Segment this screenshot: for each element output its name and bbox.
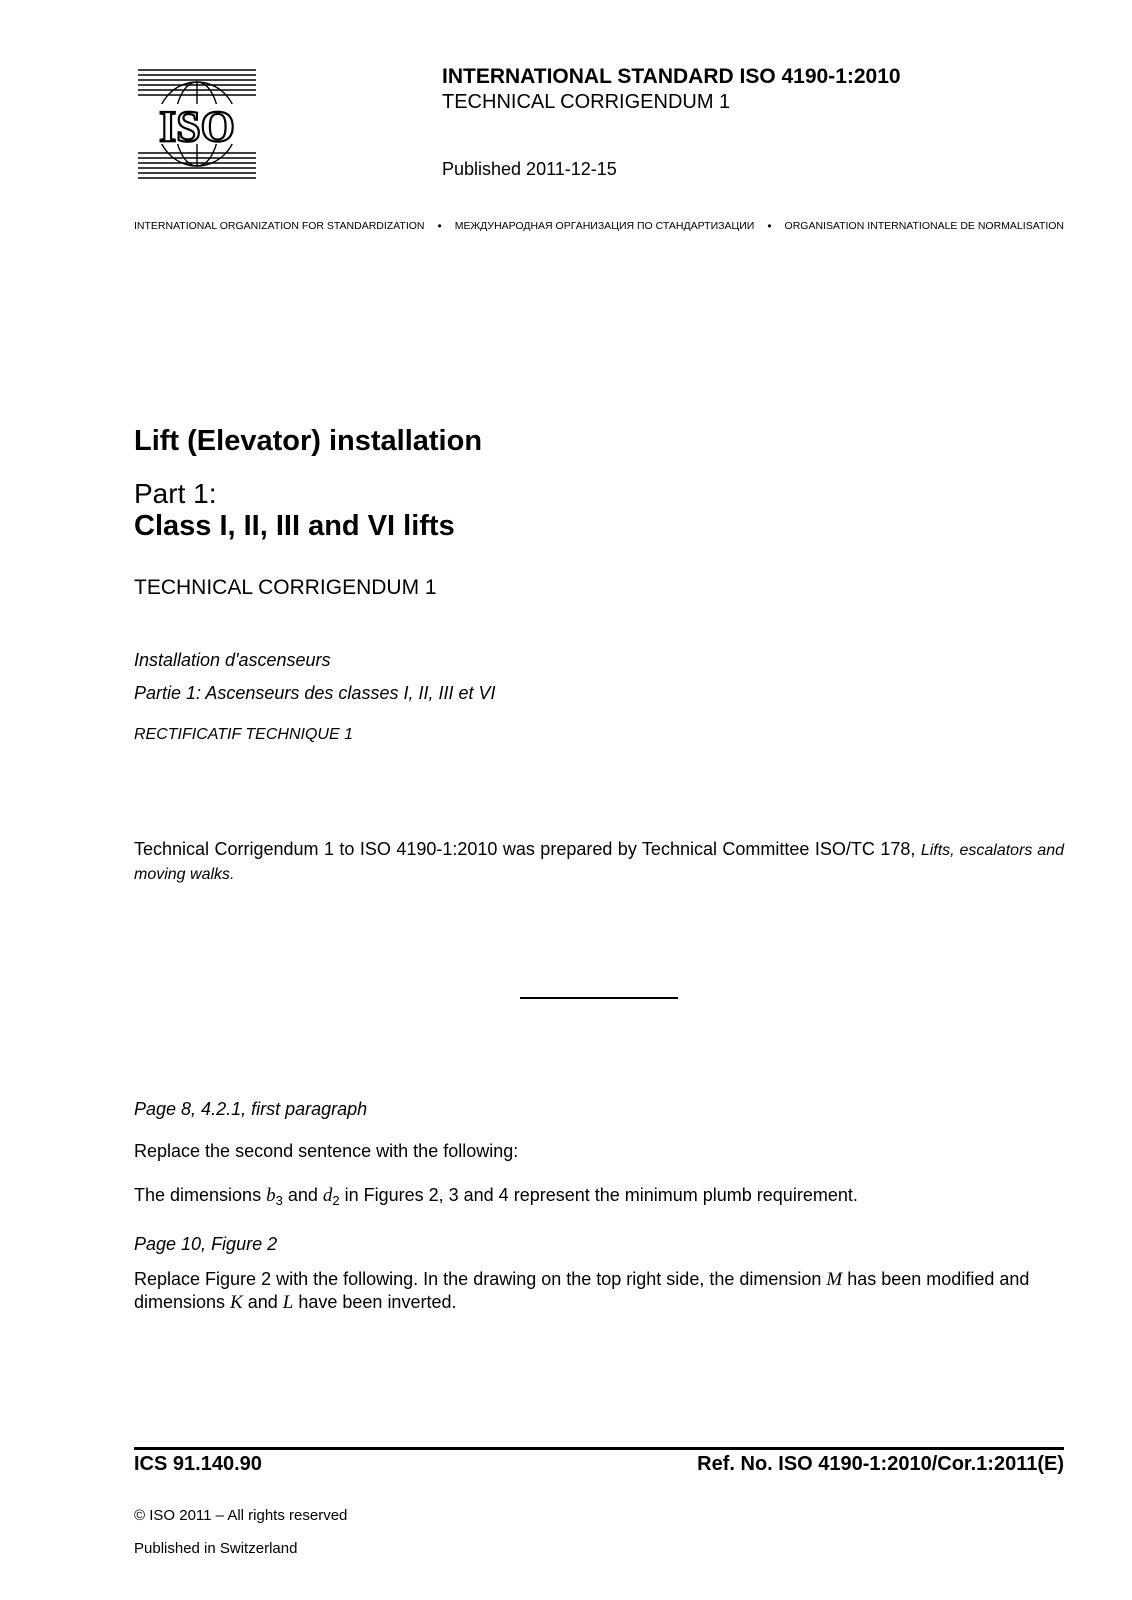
french-part-title: Partie 1: Ascenseurs des classes I, II, III et VI bbox=[134, 683, 496, 703]
var-d-subscript: 2 bbox=[332, 1193, 340, 1208]
section-divider bbox=[520, 997, 678, 999]
standard-title: INTERNATIONAL STANDARD ISO 4190-1:2010 bbox=[442, 65, 901, 88]
part-title: Class I, II, III and VI lifts bbox=[134, 510, 455, 542]
org-name-en: INTERNATIONAL ORGANIZATION FOR STANDARDIZATION bbox=[134, 220, 425, 232]
item1-text-after: in Figures 2, 3 and 4 represent the minimum plumb requirement. bbox=[339, 1185, 858, 1205]
item2-reference: Page 10, Figure 2 bbox=[134, 1234, 278, 1254]
published-in: Published in Switzerland bbox=[134, 1540, 298, 1557]
published-date: Published 2011-12-15 bbox=[442, 159, 617, 179]
item1-text-before: The dimensions bbox=[134, 1185, 267, 1205]
var-b: b bbox=[266, 1185, 276, 1206]
item1-replacement-text bbox=[134, 1185, 858, 1207]
document-title: Lift (Elevator) installation bbox=[134, 425, 483, 457]
item2-text-d: have been inverted. bbox=[293, 1292, 457, 1312]
item1-instruction: Replace the second sentence with the following: bbox=[134, 1141, 519, 1161]
reference-number: Ref. No. ISO 4190-1:2010/Cor.1:2011(E) bbox=[697, 1453, 1064, 1475]
french-corrigendum: RECTIFICATIF TECHNIQUE 1 bbox=[134, 726, 353, 743]
var-d: d bbox=[322, 1185, 333, 1206]
item2-text-c: and bbox=[242, 1292, 283, 1312]
footer-rule bbox=[134, 1447, 1064, 1450]
iso-logo-text: ISO bbox=[159, 102, 235, 151]
iso-logo bbox=[138, 68, 256, 180]
standard-subtitle: TECHNICAL CORRIGENDUM 1 bbox=[442, 91, 731, 113]
var-l: L bbox=[282, 1292, 294, 1313]
var-b-subscript: 3 bbox=[275, 1193, 283, 1208]
copyright-notice: © ISO 2011 – All rights reserved bbox=[134, 1507, 348, 1524]
var-k: K bbox=[230, 1292, 243, 1313]
separator-bullet: • bbox=[767, 219, 772, 233]
item2-text-a: Replace Figure 2 with the following. In the drawing on the top right side, the dimension bbox=[134, 1269, 827, 1289]
item2-text-b: has been modified and dimensions bbox=[134, 1269, 1030, 1312]
separator-bullet: • bbox=[437, 219, 442, 233]
var-m: M bbox=[826, 1269, 843, 1290]
item1-reference: Page 8, 4.2.1, first paragraph bbox=[134, 1099, 368, 1119]
org-name-ru: МЕЖДУНАРОДНАЯ ОРГАНИЗАЦИЯ ПО СТАНДАРТИЗАЦИИ bbox=[454, 220, 755, 232]
intro-text: Technical Corrigendum 1 to ISO 4190-1:2010 was prepared by Technical Committee ISO/TC 178, bbox=[134, 839, 916, 859]
item1-text-mid: and bbox=[282, 1185, 323, 1205]
org-name-fr: ORGANISATION INTERNATIONALE DE NORMALISATION bbox=[784, 220, 1064, 232]
committee-name: Lifts, escalators and moving walks. bbox=[134, 842, 1064, 883]
item2-text bbox=[134, 1268, 1064, 1314]
organization-line bbox=[134, 219, 1064, 233]
intro-paragraph bbox=[134, 838, 1064, 886]
ics-code: ICS 91.140.90 bbox=[134, 1453, 262, 1475]
corrigendum-heading: TECHNICAL CORRIGENDUM 1 bbox=[134, 576, 437, 599]
french-title: Installation d'ascenseurs bbox=[134, 650, 331, 670]
part-label: Part 1: bbox=[134, 478, 217, 509]
